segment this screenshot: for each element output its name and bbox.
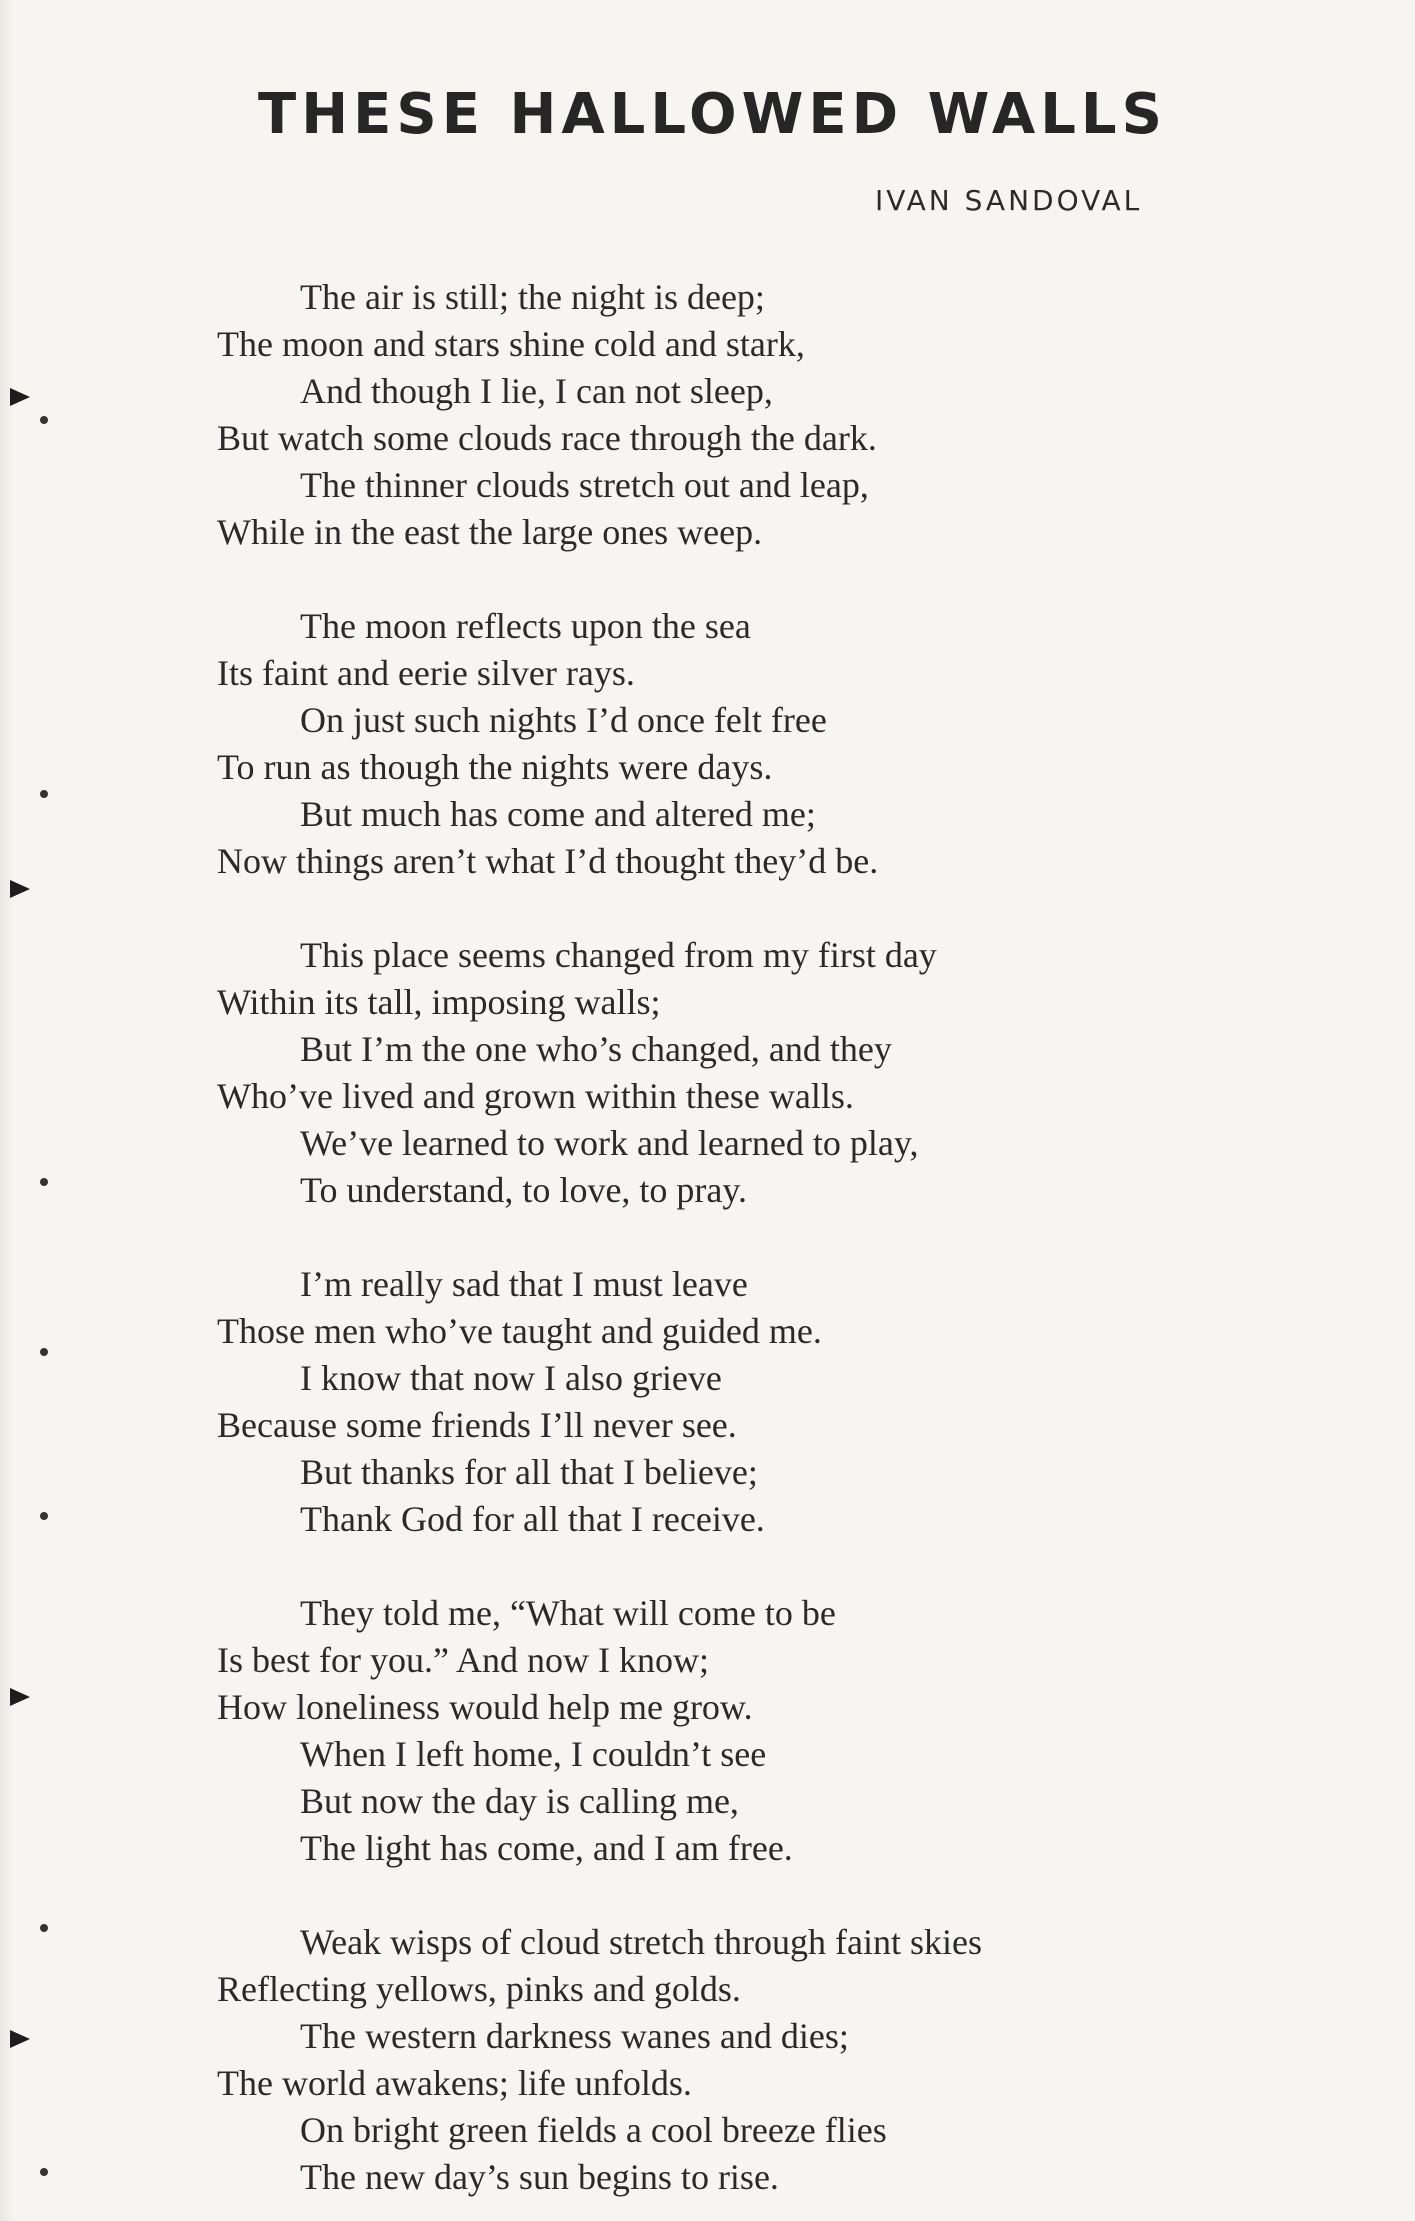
- poem-title: THESE HALLOWED WALLS: [258, 82, 1167, 147]
- poem-line: The world awakens; life unfolds.: [217, 2063, 692, 2103]
- stanza: [217, 932, 1317, 1214]
- poem-line: Within its tall, imposing walls;: [217, 982, 661, 1022]
- poem-line: Weak wisps of cloud stretch through faint skies: [300, 1922, 982, 1962]
- poem-line: They told me, “What will come to be: [300, 1593, 836, 1633]
- poem-author: IVAN SANDOVAL: [875, 184, 1143, 217]
- poem-line: The new day’s sun begins to rise.: [300, 2157, 779, 2197]
- poem-line: Who’ve lived and grown within these walls.: [217, 1076, 854, 1116]
- binding-mark: [40, 1512, 48, 1520]
- binding-mark: [10, 1688, 30, 1706]
- poem-line: Is best for you.” And now I know;: [217, 1640, 709, 1680]
- stanza-gap: [217, 1214, 1317, 1261]
- poem-line: The air is still; the night is deep;: [300, 277, 765, 317]
- poem-line: How loneliness would help me grow.: [217, 1687, 753, 1727]
- stanza: [217, 1590, 1317, 1872]
- poem-line: The light has come, and I am free.: [300, 1828, 793, 1868]
- poem-line: The moon reflects upon the sea: [300, 606, 751, 646]
- binding-mark: [40, 1178, 48, 1186]
- stanza: [217, 603, 1317, 885]
- poem-line: Those men who’ve taught and guided me.: [217, 1311, 822, 1351]
- poem-line: But now the day is calling me,: [300, 1781, 739, 1821]
- binding-mark: [40, 1348, 48, 1356]
- poem-line: On just such nights I’d once felt free: [300, 700, 827, 740]
- poem-line: But thanks for all that I believe;: [300, 1452, 758, 1492]
- binding-mark: [40, 790, 48, 798]
- stanza: [217, 1919, 1317, 2201]
- binding-mark: [10, 388, 30, 406]
- poem-line: The western darkness wanes and dies;: [300, 2016, 849, 2056]
- binding-edge: [0, 0, 14, 2221]
- stanza: [217, 1261, 1317, 1543]
- poem-line: Now things aren’t what I’d thought they’d be.: [217, 841, 879, 881]
- poem-line: Reflecting yellows, pinks and golds.: [217, 1969, 741, 2009]
- stanza-gap: [217, 885, 1317, 932]
- poem-line: The thinner clouds stretch out and leap,: [300, 465, 869, 505]
- poem-body: [217, 274, 1317, 2201]
- poem-line: But I’m the one who’s changed, and they: [300, 1029, 892, 1069]
- poem-line: This place seems changed from my first day: [300, 935, 937, 975]
- poem-line: And though I lie, I can not sleep,: [300, 371, 773, 411]
- binding-mark: [10, 880, 30, 898]
- poem-line: But watch some clouds race through the dark.: [217, 418, 877, 458]
- poem-line: To understand, to love, to pray.: [300, 1170, 748, 1210]
- binding-mark: [40, 2168, 48, 2176]
- poem-line: The moon and stars shine cold and stark,: [217, 324, 805, 364]
- stanza-gap: [217, 556, 1317, 603]
- poem-line: To run as though the nights were days.: [217, 747, 773, 787]
- poem-line: We’ve learned to work and learned to play,: [300, 1123, 919, 1163]
- stanza-gap: [217, 1872, 1317, 1919]
- poem-line: But much has come and altered me;: [300, 794, 816, 834]
- binding-mark: [10, 2030, 30, 2048]
- stanza-gap: [217, 1543, 1317, 1590]
- poem-line: Thank God for all that I receive.: [300, 1499, 765, 1539]
- poem-line: I’m really sad that I must leave: [300, 1264, 748, 1304]
- poem-line: Because some friends I’ll never see.: [217, 1405, 737, 1445]
- binding-mark: [40, 416, 48, 424]
- poem-line: When I left home, I couldn’t see: [300, 1734, 767, 1774]
- poem-line: I know that now I also grieve: [300, 1358, 722, 1398]
- poem-line: On bright green fields a cool breeze flies: [300, 2110, 887, 2150]
- poem-line: While in the east the large ones weep.: [217, 512, 763, 552]
- poem-line: Its faint and eerie silver rays.: [217, 653, 635, 693]
- binding-mark: [40, 1924, 48, 1932]
- stanza: [217, 274, 1317, 556]
